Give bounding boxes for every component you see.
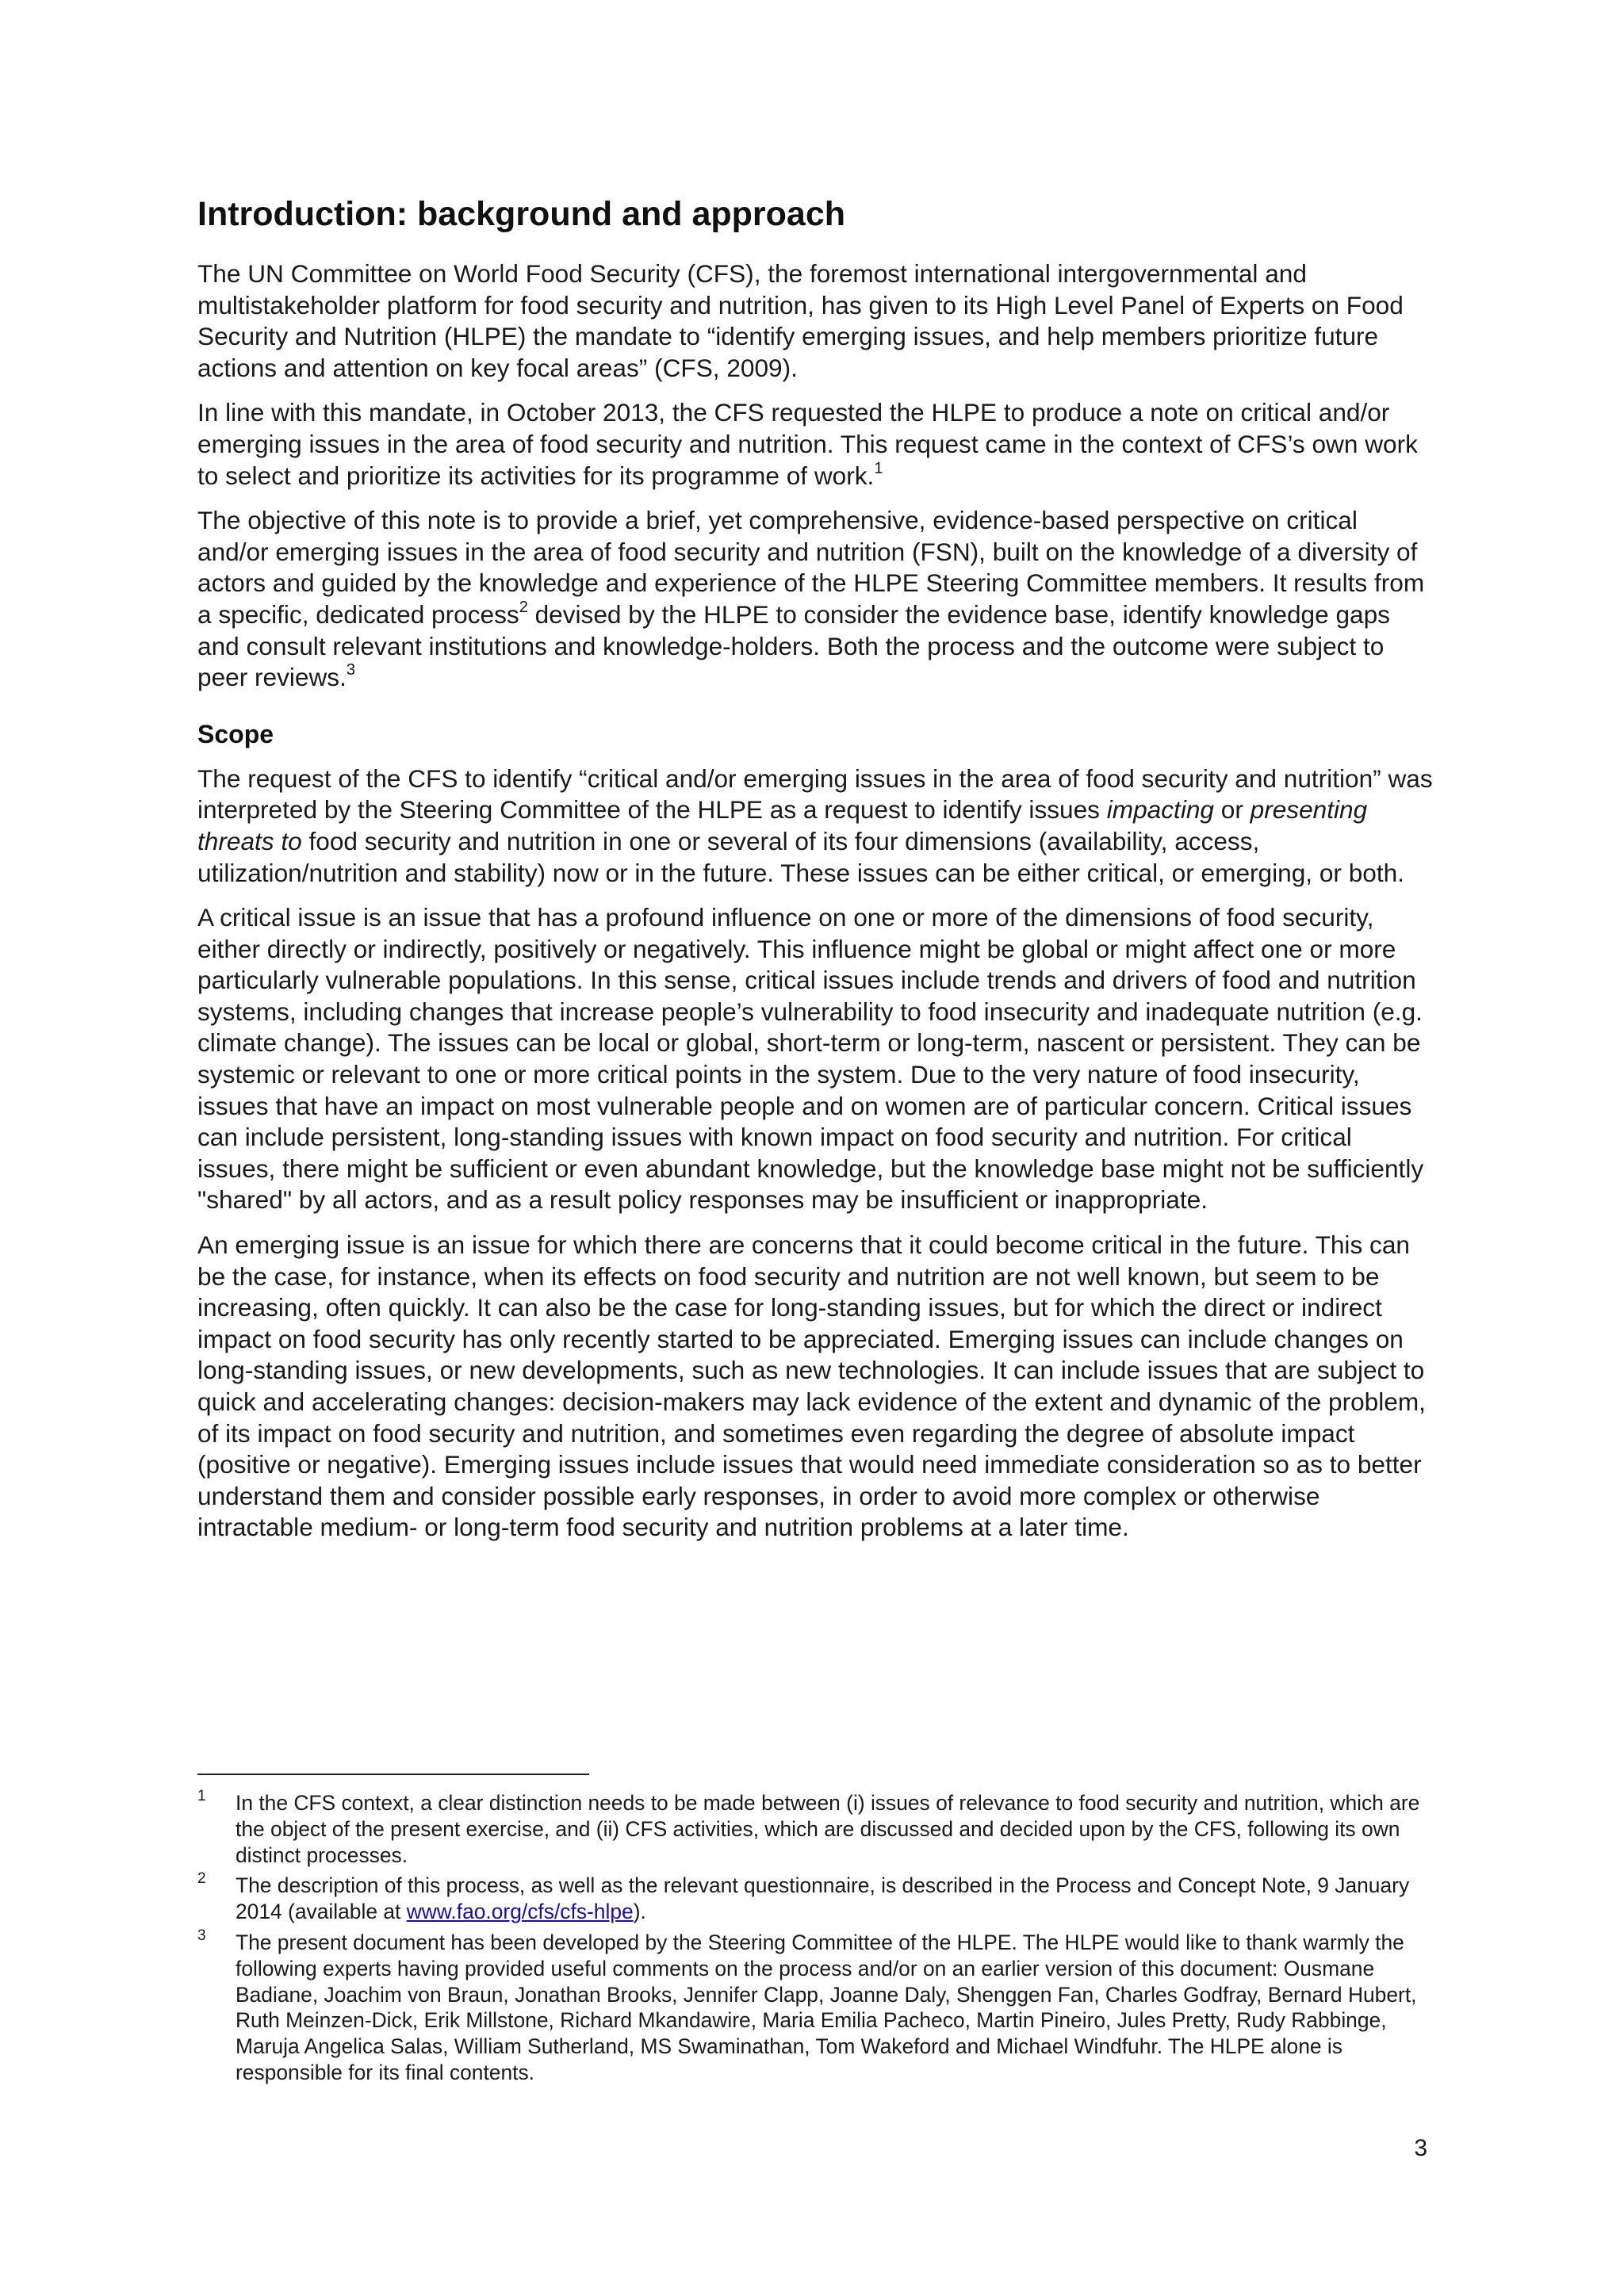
- footnote-text: The present document has been developed by the Steering Committee of the HLPE. The HLPE would like to thank warmly the following experts having provided useful comments on the process and/or on an earlier version of this document: Ousmane Badiane, Joachim von Braun, Jonathan Brooks, Jennifer Clapp, Joanne Daly, Shenggen Fan, Charles Godfray, Bernard Hubert, Ruth Meinzen-Dick, Erik Millstone, Richard Mkandawire, Maria Emilia Pacheco, Martin Pineiro, Jules Pretty, Rudy Rabbinge, Maruja Angelica Salas, William Sutherland, MS Swaminathan, Tom Wakeford and Michael Windfuhr. The HLPE alone is responsible for its final contents.: [236, 1930, 1417, 2084]
- intro-paragraph-2: In line with this mandate, in October 2013, the CFS requested the HLPE to produce a note on critical and/or emerging issues in the area of food security and nutrition. This request came in the context of CFS’s own work to select and prioritize its activities for its programme of work.$^1$: [197, 398, 1418, 490]
- footnote-ref-3[interactable]: 3: [346, 661, 356, 679]
- footnote-divider: [197, 1774, 589, 1775]
- scope-paragraph-1: The request of the CFS to identify “critical and/or emerging issues in the area of food security and nutrition” was interpreted by the Steering Committee of the HLPE as a request to identify issues impacting or presenting threats to food security and nutrition in one or several of its four dimensions (availability, access, utilization/nutrition and stability) now or in the future. These issues can be either critical, or emerging, or both.: [197, 763, 1433, 887]
- scope-paragraph-2: A critical issue is an issue that has a profound influence on one or more of the dimensions of food security, either directly or indirectly, positively or negatively. This influence might be global or might affect one or more particularly vulnerable populations. In this sense, critical issues include trends and drivers of food and nutrition systems, including changes that increase people’s vulnerability to food insecurity and inadequate nutrition (e.g. climate change). The issues can be local or global, short-term or long-term, nascent or persistent. They can be systemic or relevant to one or more critical points in the system. Due to the very nature of food insecurity, issues that have an impact on most vulnerable people and on women are of particular concern. Critical issues can include persistent, long-standing issues with known impact on food security and nutrition. For critical issues, there might be sufficient or even abundant knowledge, but the knowledge base might not be sufficiently "shared" by all actors, and as a result policy responses may be insufficient or inappropriate.: [197, 903, 1424, 1215]
- main-content: [197, 193, 1434, 1557]
- intro-paragraph-3: The objective of this note is to provide a brief, yet comprehensive, evidence-based perspective on critical and/or emerging issues in the area of food security and nutrition (FSN), built on the knowledge of a diversity of actors and guided by the knowledge and experience of the HLPE Steering Committee members. It results from a specific, dedicated process$^2$ devised by the HLPE to consider the evidence base, identify knowledge gaps and consult relevant institutions and knowledge-holders. Both the process and the outcome were subject to peer reviews.$^3$: [197, 506, 1425, 692]
- footnote-text: The description of this process, as well as the relevant questionnaire, is described in the Process and Concept Note, 9 January 2014 (available at: [236, 1873, 1410, 1924]
- footnote-1: [197, 1790, 1434, 1868]
- footnote-text: In the CFS context, a clear distinction needs to be made between (i) issues of relevance to food security and nutrition, which are the object of the present exercise, and (ii) CFS activities, which are discussed and decided upon by the CFS, following its own distinct processes.: [236, 1791, 1420, 1867]
- intro-paragraph-1: The UN Committee on World Food Security (CFS), the foremost international intergovernmental and multistakeholder platform for food security and nutrition, has given to its High Level Panel of Experts on Food Security and Nutrition (HLPE) the mandate to “identify emerging issues, and help members prioritize future actions and attention on key focal areas” (CFS, 2009).: [197, 259, 1404, 382]
- footnote-number: 3: [197, 1927, 206, 1944]
- footnotes: [197, 1790, 1434, 2091]
- footnote-ref-2[interactable]: 2: [519, 598, 528, 616]
- footnote-number: 2: [197, 1870, 206, 1888]
- footnote-3: [197, 1927, 1434, 2086]
- scope-paragraph-3: An emerging issue is an issue for which there are concerns that it could become critical in the future. This can be the case, for instance, when its effects on food security and nutrition are not well known, but seem to be increasing, often quickly. It can also be the case for long-standing issues, but for which the direct or indirect impact on food security has only recently started to be appreciated. Emerging issues can include changes on long-standing issues, or new developments, such as new technologies. It can include issues that are subject to quick and accelerating changes: decision-makers may lack evidence of the extent and dynamic of the problem, of its impact on food security and nutrition, and sometimes even regarding the degree of absolute impact (positive or negative). Emerging issues include issues that would need immediate consideration so as to better understand them and consider possible early responses, in order to avoid more complex or otherwise intractable medium- or long-term food security and nutrition problems at a later time.: [197, 1230, 1426, 1542]
- page-title: Introduction: background and approach: [197, 195, 845, 233]
- footnote-ref-1[interactable]: 1: [874, 459, 883, 477]
- page-number: 3: [1414, 2135, 1427, 2161]
- scope-heading: Scope: [197, 719, 274, 748]
- footnote-2: 2 The description of this process, as well as the relevant questionnaire, is described in the Process and Concept Note, 9 January 2014 (available at www.fao.org/cfs/cfs-hlpe).: [197, 1870, 1410, 1924]
- hlpe-link[interactable]: www.fao.org/cfs/cfs-hlpe: [406, 1900, 634, 1924]
- footnote-number: 1: [197, 1788, 206, 1804]
